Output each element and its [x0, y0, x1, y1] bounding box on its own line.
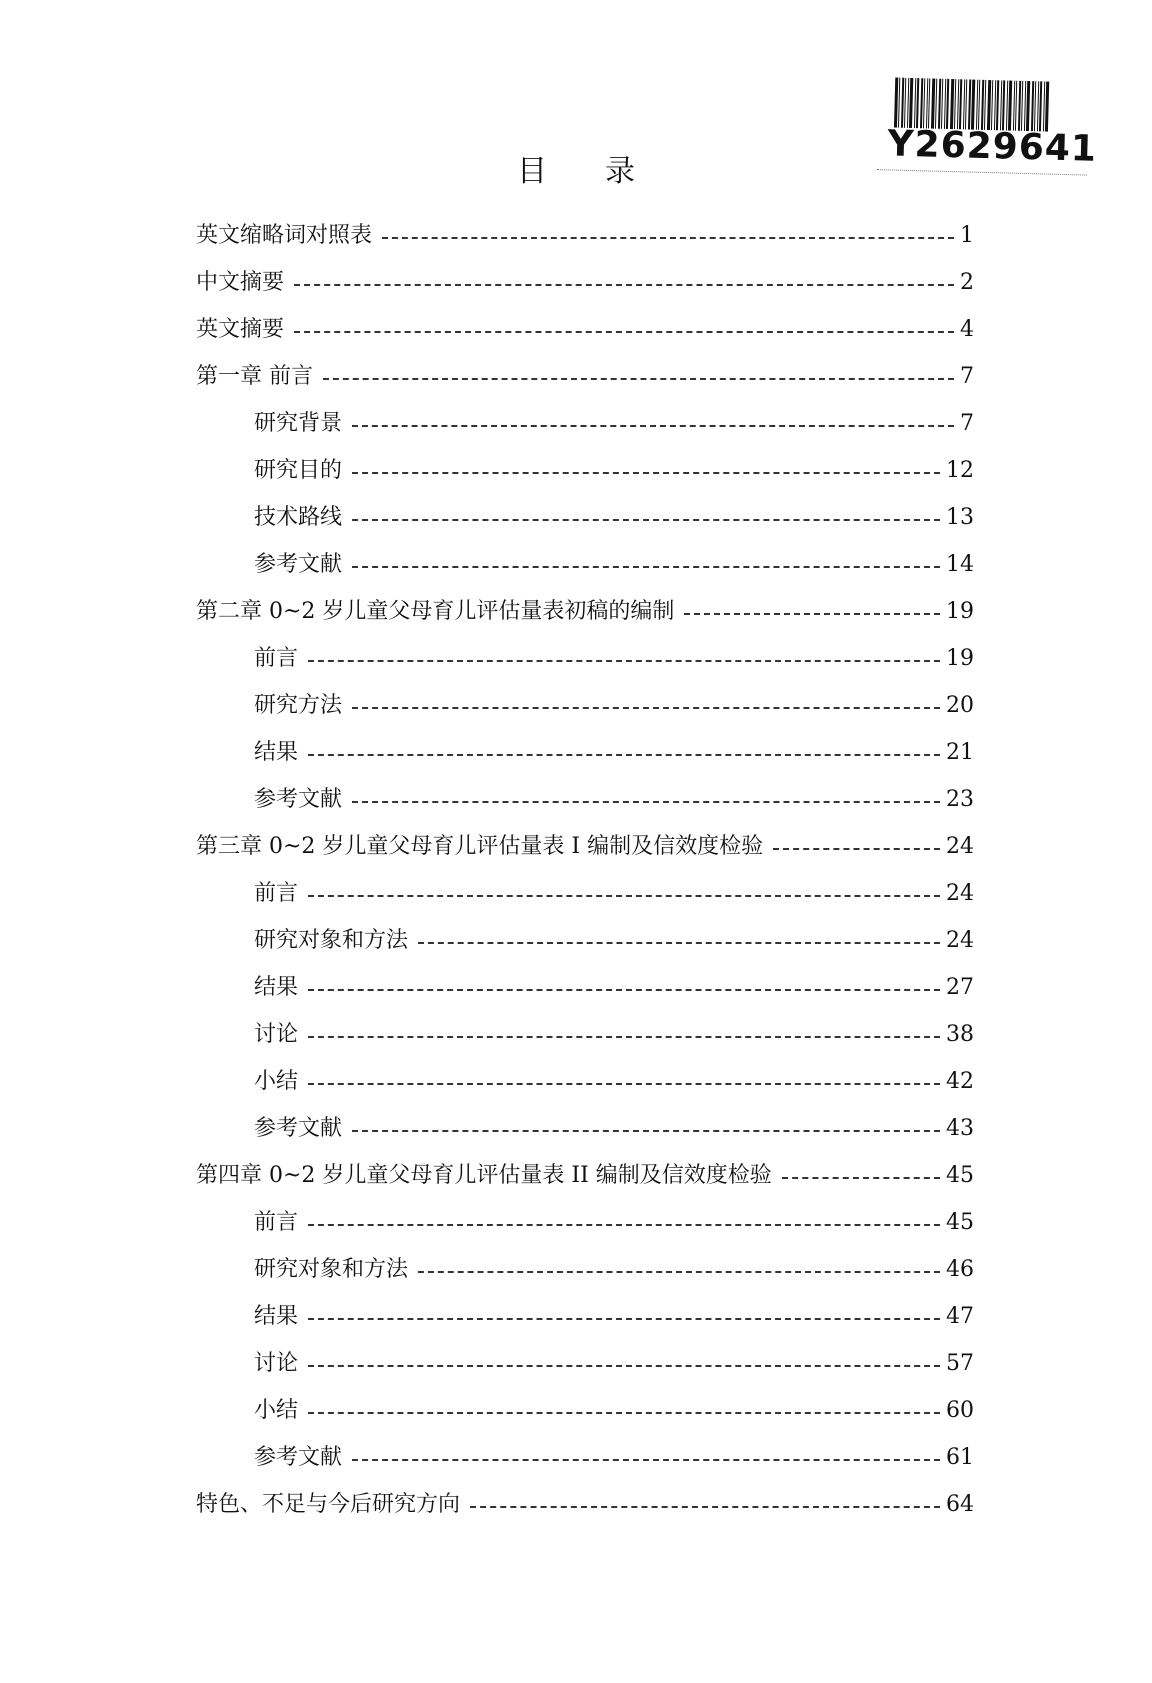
toc-section-entry[interactable]	[254, 737, 974, 769]
toc-entry-title: 讨论	[254, 1351, 299, 1376]
toc-section-entry[interactable]	[254, 502, 974, 534]
toc-leader-line	[352, 707, 940, 709]
toc-page-number: 38	[946, 1022, 974, 1047]
toc-page-number: 4	[960, 317, 974, 342]
barcode-bar	[978, 80, 980, 130]
toc-page-number: 45	[946, 1210, 974, 1235]
toc-page-number: 64	[946, 1492, 974, 1517]
toc-entry-title: 参考文献	[254, 552, 343, 577]
toc-page-number: 13	[946, 505, 974, 530]
toc-page-number: 57	[946, 1351, 974, 1376]
toc-entry-title: 小结	[254, 1069, 299, 1094]
toc-chapter-entry[interactable]	[196, 314, 974, 346]
toc-entry-title: 结果	[254, 740, 299, 765]
toc-entry-title: 结果	[254, 1304, 299, 1329]
toc-chapter-entry[interactable]	[196, 267, 974, 299]
toc-section-entry[interactable]	[254, 925, 974, 957]
toc-section-entry[interactable]	[254, 784, 974, 816]
toc-entry-title: 英文缩略词对照表	[196, 223, 373, 248]
toc-page-number: 1	[960, 223, 974, 248]
barcode-bar	[941, 79, 943, 129]
barcode-bar	[916, 78, 919, 128]
toc-section-entry[interactable]	[254, 1301, 974, 1333]
toc-chapter-entry[interactable]	[196, 831, 974, 863]
toc-page-number: 7	[960, 364, 974, 389]
toc-leader-line	[323, 378, 954, 380]
barcode-bar	[1008, 81, 1012, 131]
toc-section-entry[interactable]	[254, 1254, 974, 1286]
toc-page-number: 24	[946, 834, 974, 859]
toc-entry-title: 小结	[254, 1398, 299, 1423]
toc-leader-line	[294, 331, 954, 333]
toc-entry-title: 第一章 前言	[196, 364, 313, 389]
toc-leader-line	[773, 848, 940, 850]
barcode-bar	[1034, 81, 1036, 131]
toc-leader-line	[352, 472, 940, 474]
toc-entry-title: 参考文献	[254, 1445, 343, 1470]
barcode-bar	[928, 78, 930, 128]
toc-entry-title: 第三章 0~2 岁儿童父母育儿评估量表 I 编制及信效度检验	[196, 834, 764, 859]
toc-leader-line	[352, 801, 940, 803]
toc-page-number: 45	[946, 1163, 974, 1188]
toc-leader-line	[294, 284, 954, 286]
toc-entry-title: 技术路线	[254, 505, 343, 530]
toc-page-number: 61	[946, 1445, 974, 1470]
toc-page-number: 23	[946, 787, 974, 812]
barcode-bar	[1021, 81, 1023, 131]
toc-entry-title: 英文摘要	[196, 317, 285, 342]
toc-section-entry[interactable]	[254, 1348, 974, 1380]
toc-entry-title: 研究背景	[254, 411, 343, 436]
toc-page-number: 21	[946, 740, 974, 765]
toc-chapter-entry[interactable]	[196, 1160, 974, 1192]
barcode-bar	[984, 80, 986, 130]
toc-leader-line	[308, 1412, 940, 1414]
toc-leader-line	[418, 1271, 940, 1273]
toc-leader-line	[308, 1036, 940, 1038]
toc-section-entry[interactable]	[254, 1442, 974, 1474]
toc-entry-title: 第四章 0~2 岁儿童父母育儿评估量表 II 编制及信效度检验	[196, 1163, 772, 1188]
toc-page-number: 60	[946, 1398, 974, 1423]
barcode-bar	[1039, 81, 1042, 131]
toc-chapter-entry[interactable]	[196, 220, 974, 252]
toc-chapter-entry[interactable]	[196, 596, 974, 628]
toc-page-number: 7	[960, 411, 974, 436]
barcode-bar	[959, 79, 962, 129]
toc-page-number: 47	[946, 1304, 974, 1329]
toc-page-number: 2	[960, 270, 974, 295]
toc-entry-title: 参考文献	[254, 1116, 343, 1141]
toc-leader-line	[308, 1318, 940, 1320]
toc-entry-title: 结果	[254, 975, 299, 1000]
toc-page-number: 43	[946, 1116, 974, 1141]
toc-leader-line	[352, 1459, 940, 1461]
toc-section-entry[interactable]	[254, 972, 974, 1004]
toc-entry-title: 研究目的	[254, 458, 343, 483]
toc-leader-line	[308, 1365, 940, 1367]
barcode-bar	[954, 79, 956, 129]
toc-chapter-entry[interactable]	[196, 1489, 974, 1521]
toc-leader-line	[382, 237, 954, 239]
toc-leader-line	[352, 425, 954, 427]
barcode-bar	[923, 78, 925, 128]
barcode-bar	[1026, 81, 1030, 131]
toc-leader-line	[684, 613, 940, 615]
toc-leader-line	[308, 660, 940, 662]
toc-entry-title: 参考文献	[254, 787, 343, 812]
barcode-bar	[996, 80, 999, 130]
toc-page-number: 12	[946, 458, 974, 483]
toc-leader-line	[308, 989, 940, 991]
toc-entry-title: 研究对象和方法	[254, 1257, 409, 1282]
barcode-bar	[946, 79, 949, 129]
toc-entry-title: 前言	[254, 646, 299, 671]
toc-section-entry[interactable]	[254, 643, 974, 675]
barcode-bar	[904, 78, 906, 128]
toc-section-entry[interactable]	[254, 1066, 974, 1098]
toc-leader-line	[352, 566, 940, 568]
toc-leader-line	[782, 1177, 940, 1179]
toc-entry-title: 第二章 0~2 岁儿童父母育儿评估量表初稿的编制	[196, 599, 675, 624]
barcode-bar	[935, 79, 937, 129]
toc-section-entry[interactable]	[254, 549, 974, 581]
toc-page-number: 42	[946, 1069, 974, 1094]
barcode-bar	[1002, 80, 1005, 130]
toc-page-number: 20	[946, 693, 974, 718]
barcode-bar	[965, 79, 967, 129]
toc-section-entry[interactable]	[254, 878, 974, 910]
toc-leader-line	[418, 942, 940, 944]
toc-leader-line	[352, 1130, 940, 1132]
toc-entry-title: 前言	[254, 1210, 299, 1235]
toc-chapter-entry[interactable]	[196, 361, 974, 393]
toc-entry-title: 前言	[254, 881, 299, 906]
toc-section-entry[interactable]	[254, 1019, 974, 1051]
barcode-number: Y2629641	[887, 123, 1098, 170]
toc-leader-line	[308, 895, 940, 897]
toc-leader-line	[352, 519, 940, 521]
page-title: 目录	[517, 154, 693, 189]
toc-leader-line	[308, 1224, 940, 1226]
toc-page-number: 24	[946, 881, 974, 906]
toc-page-number: 14	[946, 552, 974, 577]
toc-leader-line	[308, 754, 940, 756]
toc-section-entry[interactable]	[254, 455, 974, 487]
toc-section-entry[interactable]	[254, 1395, 974, 1427]
toc-page-number: 46	[946, 1257, 974, 1282]
barcode-bar	[1045, 82, 1049, 132]
toc-entry-title: 中文摘要	[196, 270, 285, 295]
toc-section-entry[interactable]	[254, 690, 974, 722]
toc-entry-title: 特色、不足与今后研究方向	[196, 1492, 461, 1517]
toc-section-entry[interactable]	[254, 408, 974, 440]
toc-page-number: 19	[946, 646, 974, 671]
toc-page-number: 24	[946, 928, 974, 953]
toc-entry-title: 研究方法	[254, 693, 343, 718]
toc-section-entry[interactable]	[254, 1207, 974, 1239]
toc-leader-line	[470, 1506, 940, 1508]
toc-entry-title: 研究对象和方法	[254, 928, 409, 953]
barcode-bar	[971, 80, 975, 130]
toc-leader-line	[308, 1083, 940, 1085]
barcode-bar	[991, 80, 993, 130]
barcode-bar	[909, 78, 913, 128]
toc-section-entry[interactable]	[254, 1113, 974, 1145]
barcode-bar	[1015, 81, 1017, 131]
toc-page-number: 27	[946, 975, 974, 1000]
barcode-bar	[898, 78, 900, 128]
toc-entry-title: 讨论	[254, 1022, 299, 1047]
toc-page-number: 19	[946, 599, 974, 624]
